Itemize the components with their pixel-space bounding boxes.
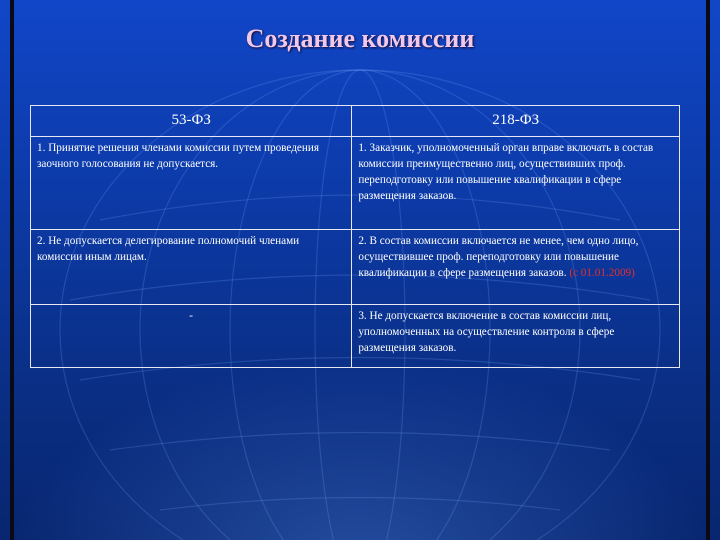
table-row <box>31 137 680 230</box>
header-218-fz: 218-ФЗ <box>352 106 680 137</box>
slide-title: Создание комиссии <box>245 24 475 53</box>
comparison-table <box>30 105 680 368</box>
row1-right-cell: 1. Заказчик, уполномоченный орган вправе включать в состав комиссии преимущественно лиц, осуществивших проф. переподготовку или повышение квалификации в сфере размещения заказов. <box>352 137 680 230</box>
row1-left-cell: 1. Принятие решения членами комиссии путем проведения заочного голосования не допускается. <box>31 137 352 230</box>
row2-right-cell <box>352 230 680 305</box>
row2-date-note: (с 01.01.2009) <box>566 267 635 279</box>
row3-left-cell: - <box>31 305 352 368</box>
table-header-row <box>31 106 680 137</box>
left-edge-line <box>10 0 14 540</box>
row2-right-text: 2. В состав комиссии включается не менее, чем одно лицо, осуществившее проф. переподготовку или повышение квалификации в сфере размещения заказов. <box>358 235 639 279</box>
table-row <box>31 230 680 305</box>
header-53-fz: 53-ФЗ <box>31 106 352 137</box>
row2-left-cell: 2. Не допускается делегирование полномочий членами комиссии иным лицам. <box>31 230 352 305</box>
right-edge-line <box>706 0 710 540</box>
row3-right-cell: 3. Не допускается включение в состав комиссии лиц, уполномоченных на осуществление контроля в сфере размещения заказов. <box>352 305 680 368</box>
table-row <box>31 305 680 368</box>
